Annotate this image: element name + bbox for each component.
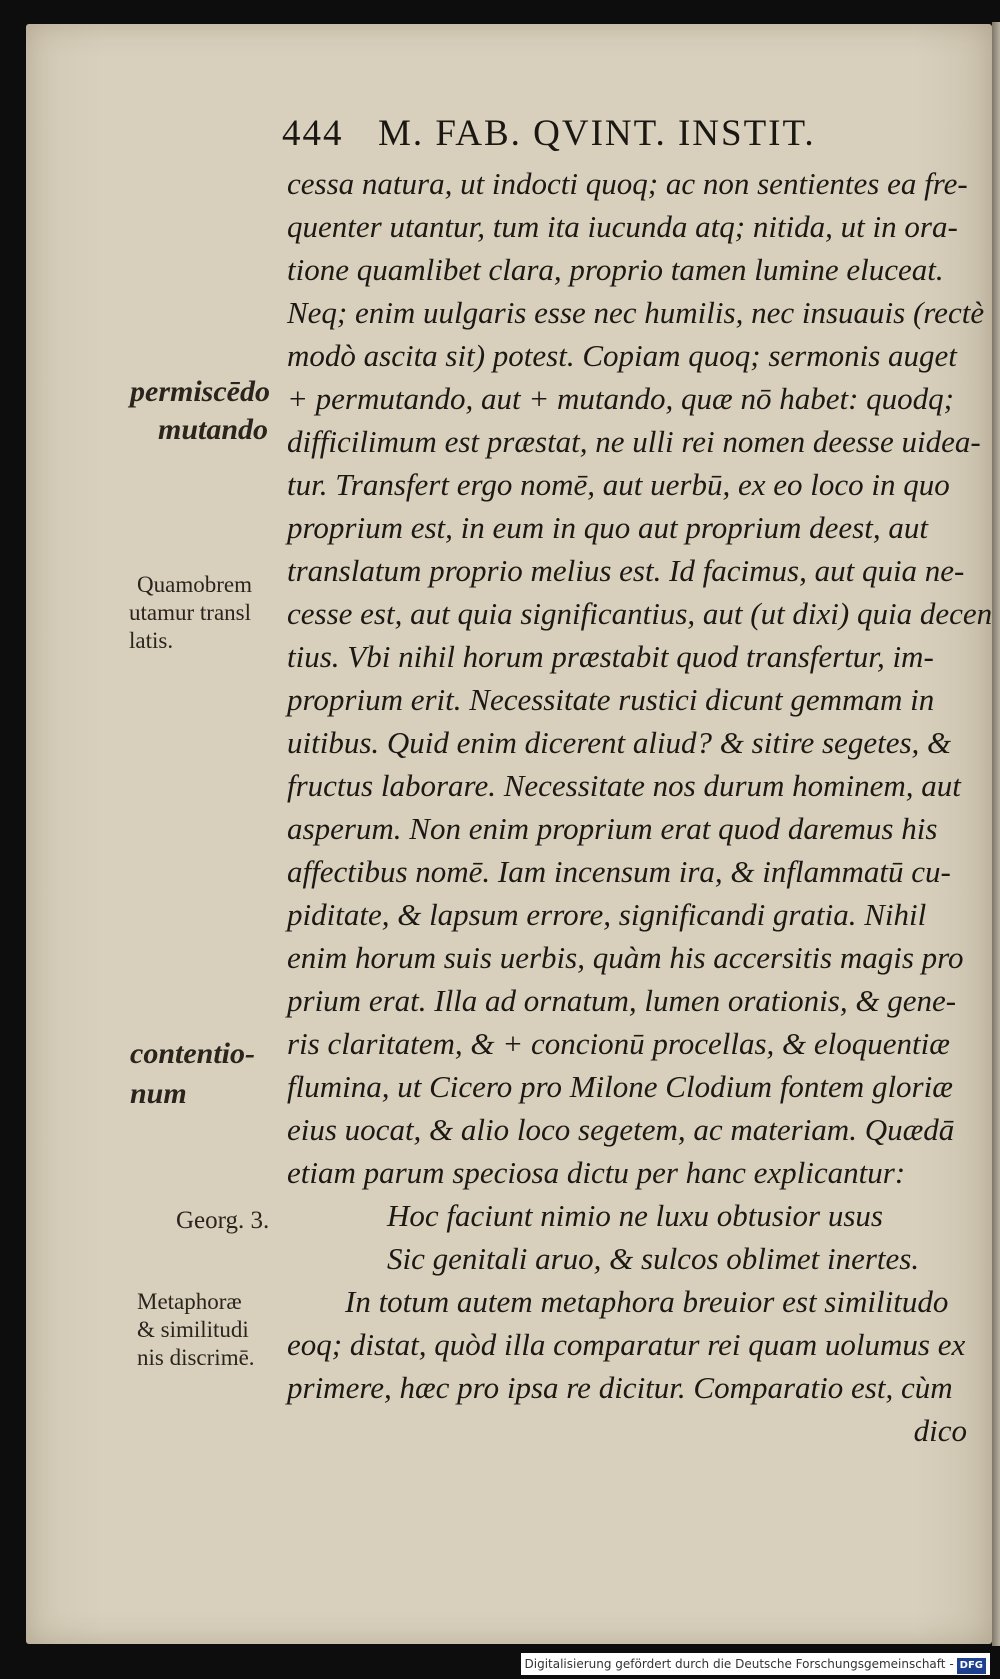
text-line: tur. Transfert ergo nomē, aut uerbū, ex eo loco in quo [287, 467, 950, 502]
text-line: translatum proprio melius est. Id facimus, aut quia ne- [287, 553, 965, 588]
margin-note-metaphorae: Metaphoræ [137, 1289, 242, 1314]
text-line: asperum. Non enim proprium erat quod daremus his [287, 811, 938, 846]
text-line: tius. Vbi nihil horum præstabit quod transfertur, im- [287, 639, 934, 674]
page-edge [992, 22, 1000, 1646]
text-line: quenter utantur, tum ita iucunda atq; nitida, ut in ora- [287, 209, 958, 244]
text-line: uitibus. Quid enim dicerent aliud? & sitire segetes, & [287, 725, 952, 760]
page-number: 444 [282, 113, 344, 154]
digitization-credit [521, 1653, 991, 1675]
text-line: cessa natura, ut indocti quoq; ac non sentientes ea fre- [287, 166, 968, 201]
dfg-logo: DFG [957, 1658, 986, 1674]
margin-note-metaphorae: nis discrimē. [137, 1345, 255, 1370]
text-line: etiam parum speciosa dictu per hanc explicantur: [287, 1155, 906, 1190]
text-line: eius uocat, & alio loco segetem, ac materiam. Quædā [287, 1112, 955, 1147]
margin-note-contentionum: num [130, 1077, 187, 1110]
text-line: Neq; enim uulgaris esse nec humilis, nec insuauis (rectè [287, 295, 985, 330]
text-line: primere, hæc pro ipsa re dicitur. Comparatio est, cùm [287, 1370, 953, 1405]
credit-text: Digitalisierung gefördert durch die Deutsche Forschungsgemeinschaft - [524, 1657, 954, 1671]
body-text [287, 162, 993, 1452]
text-line: ris claritatem, & + concionū procellas, & eloquentiæ [287, 1026, 950, 1061]
text-line: difficilimum est præstat, ne ulli rei nomen deesse uidea- [287, 424, 981, 459]
text-line: enim horum suis uerbis, quàm his accersitis magis pro [287, 940, 964, 975]
text-line: cesse est, aut quia significantius, aut (ut dixi) quia decen [287, 596, 993, 631]
margin-note-permiscedo: permiscēdo [130, 375, 270, 408]
text-line: flumina, ut Cicero pro Milone Clodium fontem gloriæ [287, 1069, 953, 1104]
running-header [282, 112, 962, 158]
text-line: fructus laborare. Necessitate nos durum hominem, aut [287, 768, 961, 803]
margin-note-contentionum: contentio- [130, 1037, 255, 1070]
text-line: modò ascita sit) potest. Copiam quoq; sermonis auget [287, 338, 957, 373]
text-line: proprium erit. Necessitate rustici dicunt gemmam in [287, 682, 935, 717]
catchword: dico [913, 1413, 967, 1448]
margin-note-quamobrem: latis. [129, 628, 174, 653]
margin-note-georg: Georg. 3. [176, 1207, 270, 1234]
paragraph-start-line: In totum autem metaphora breuior est similitudo [345, 1284, 949, 1319]
text-line: + permutando, aut + mutando, quæ nō habet: quodq; [287, 381, 954, 416]
verse-line: Sic genitali aruo, & sulcos oblimet inertes. [387, 1241, 920, 1276]
text-line: prium erat. Illa ad ornatum, lumen orationis, & gene- [287, 983, 957, 1018]
margin-note-quamobrem: utamur transl [129, 600, 251, 625]
text-line: affectibus nomē. Iam incensum ira, & inflammatū cu- [287, 854, 951, 889]
text-line: eoq; distat, quòd illa comparatur rei quam uolumus ex [287, 1327, 966, 1362]
margin-note-quamobrem: Quamobrem [137, 572, 252, 597]
text-line: piditate, & lapsum errore, significandi gratia. Nihil [287, 897, 927, 932]
margin-note-mutando: mutando [158, 413, 269, 446]
text-line: tione quamlibet clara, proprio tamen lumine eluceat. [287, 252, 944, 287]
text-line: proprium est, in eum in quo aut proprium deest, aut [287, 510, 928, 545]
running-title: M. FAB. QVINT. INSTIT. [378, 113, 816, 154]
margin-note-metaphorae: & similitudi [137, 1317, 249, 1342]
verse-line: Hoc faciunt nimio ne luxu obtusior usus [387, 1198, 883, 1233]
